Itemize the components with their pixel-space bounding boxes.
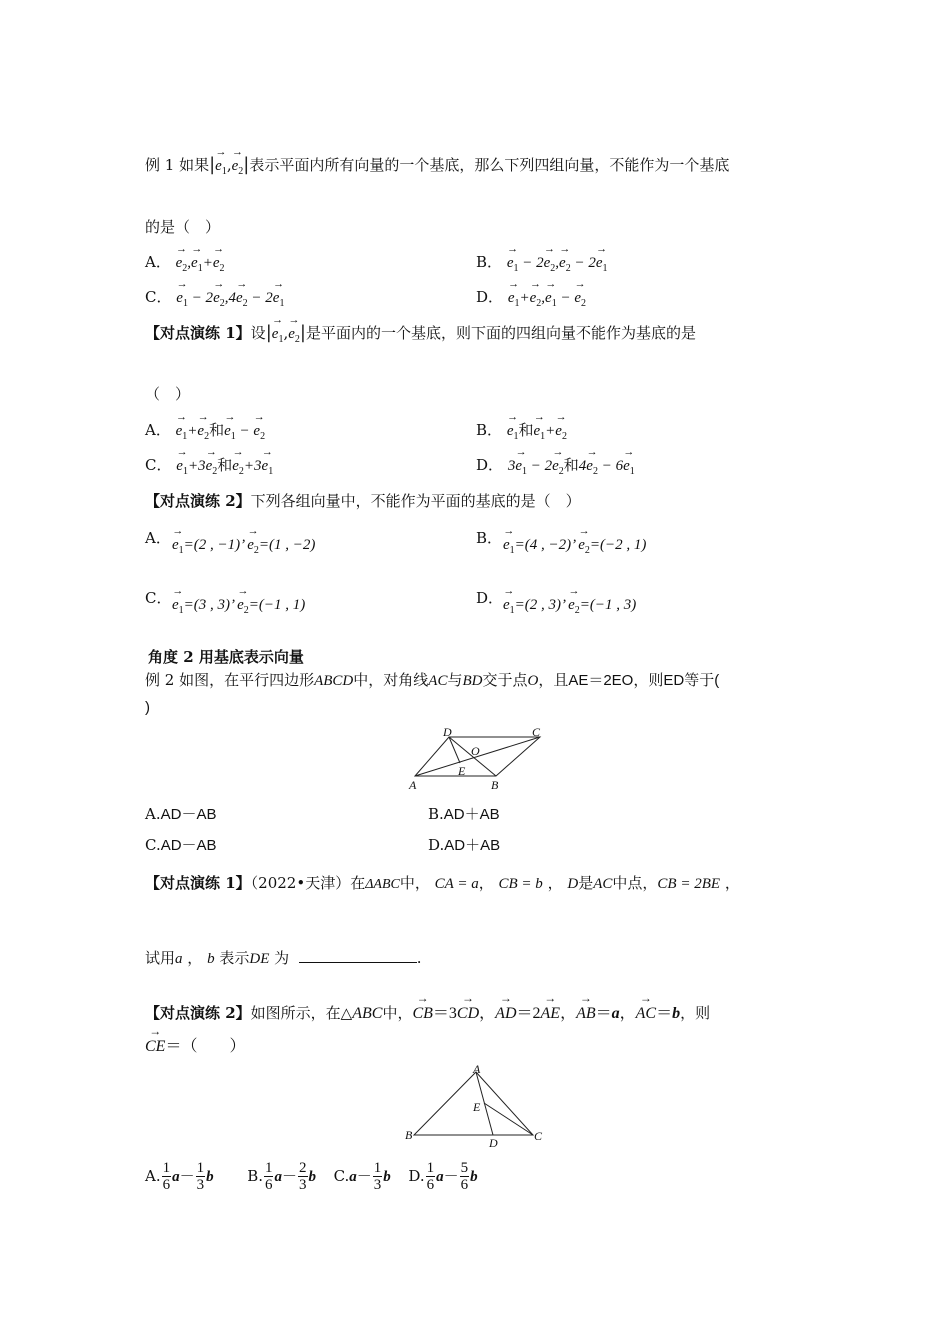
text: ，: [560, 1003, 577, 1022]
math: ABC: [352, 1005, 383, 1022]
frac-den: 6: [162, 1177, 171, 1193]
label-e: E: [458, 764, 466, 778]
vector-ab: → AB: [576, 1005, 596, 1023]
text: .: [416, 949, 422, 967]
option-label: B.: [428, 805, 444, 823]
option-label: B．: [476, 421, 503, 439]
vector-e2: → $e_2$: [232, 158, 244, 177]
option-expr: AD－AB: [160, 806, 217, 823]
vector-cd: → CD: [457, 1005, 479, 1023]
math: b: [308, 1168, 316, 1185]
example-1-line-2: 的是（ ）: [145, 218, 221, 236]
math: D: [567, 876, 579, 892]
drill-1-line-2: （ ）: [145, 385, 191, 403]
text: ＝: [595, 1005, 612, 1022]
text: ，: [478, 874, 494, 892]
example-2-line-2: ): [145, 699, 150, 716]
drill-4-tag: 【对点演练 2】: [145, 1004, 251, 1022]
text: ABCD: [314, 673, 354, 689]
text: 中，: [382, 1004, 413, 1022]
math: CA = a: [434, 876, 479, 892]
drill-4-options: [145, 1160, 478, 1193]
drill-2-option-a-label: A．: [145, 529, 171, 547]
frac-den: 3: [196, 1177, 205, 1193]
drill-4-option-b: [247, 1160, 316, 1193]
math: b: [207, 951, 215, 967]
drill-1-tag: 【对点演练 1】: [145, 324, 251, 342]
text: ，: [547, 874, 563, 892]
option-label: D．: [476, 456, 504, 474]
vector-e1: → $e_1$: [215, 158, 227, 177]
text: ，且AE＝2EO，则ED等于(: [538, 672, 720, 689]
frac-num: 1: [426, 1160, 435, 1176]
math: a: [274, 1168, 282, 1185]
label-a: A: [409, 778, 417, 792]
drill-2-option-c: → $e_1=(3$ , 3)’ → $e_2=(-1$ , 1): [172, 597, 305, 616]
example-2-option-d: [428, 834, 500, 855]
frac-num: 1: [162, 1160, 171, 1176]
drill-4-line-1: [145, 1000, 710, 1023]
math: b: [206, 1168, 214, 1185]
text: ＝（ ）: [165, 1036, 246, 1055]
example-1-prefix: 例 1 如果: [145, 156, 210, 174]
example-2-option-a: [145, 803, 216, 824]
drill-2-option-d: → $e_1=(2$ , 3)’ → $e_2=(-1$ , 3): [503, 597, 636, 616]
frac-den: 6: [426, 1177, 435, 1193]
text: 中，: [399, 874, 430, 892]
option-label: B.: [247, 1166, 263, 1185]
drill-1-option-a: A． → $e_1+\to e_2$和→ $e_1$ − → $e_2$: [145, 419, 265, 442]
frac-num: 1: [196, 1160, 205, 1176]
drill-2-option-b-label: B．: [476, 529, 503, 547]
math: －: [281, 1166, 297, 1185]
option-label: A．: [145, 421, 171, 439]
text: ，: [187, 949, 203, 967]
drill-3-tag: 【对点演练 1】: [145, 874, 251, 892]
text: ，则: [680, 1004, 711, 1022]
math: －: [356, 1166, 372, 1185]
drill-4-option-d: [408, 1160, 478, 1193]
option-label: C．: [145, 456, 172, 474]
example-2-option-c: [145, 834, 217, 855]
drill-2-text: 下列各组向量中，不能作为平面的基底的是（ ）: [250, 492, 581, 510]
math: AC: [593, 876, 613, 892]
text: ＝3: [432, 1005, 457, 1022]
example-1-text: 表示平面内所有向量的一个基底，那么下列四组向量，不能作为一个基底: [249, 156, 730, 174]
math: CB = b: [498, 876, 543, 892]
option-expr: AD＋AB: [444, 837, 501, 854]
text: 例 2 如图，在平行四边形: [145, 671, 315, 689]
text: ＝: [656, 1005, 673, 1022]
label-d: D: [489, 1136, 498, 1150]
example-1-option-a: A． → $e_2,\to e_1+\to e_2$: [145, 251, 225, 274]
example-1-option-c: C． → $e_1 - 2\to e_2,4\to e_2 - 2\to e_1$: [145, 286, 284, 309]
math: a: [175, 951, 183, 967]
option-label: C.: [333, 1166, 350, 1185]
label-d: D: [443, 725, 452, 739]
text: O: [527, 673, 539, 689]
drill-1-text: 是平面内的一个基底，则下面的四组向量不能作为基底的是: [305, 324, 696, 342]
frac-num: 2: [299, 1160, 307, 1176]
drill-2-line-1: [145, 490, 581, 511]
drill-2-option-d-label: D．: [476, 589, 504, 607]
answer-blank[interactable]: [299, 949, 417, 963]
option-label: C.: [145, 836, 161, 854]
vector-ac: → AC: [636, 1005, 656, 1023]
math: a: [436, 1168, 444, 1185]
text: AC: [428, 673, 448, 689]
drill-1-prefix: 设: [250, 324, 266, 342]
text: 试用: [145, 949, 176, 967]
text: ，: [724, 874, 740, 892]
drill-2-option-a: → $e_1=(2$ , −1)’ → $e_2=(1$ , −2): [172, 537, 315, 556]
option-label: A．: [145, 253, 171, 271]
vector-ce: → CE: [145, 1038, 165, 1056]
option-expr: AD－AB: [160, 837, 217, 854]
drill-3-line-2: [145, 947, 422, 968]
text: ，: [619, 1003, 636, 1022]
text: 是: [578, 874, 594, 892]
option-label: D.: [428, 836, 445, 854]
drill-1-option-c: C． → $e_1+3\to e_2$和→ $e_2+3\to e_1$: [145, 454, 273, 477]
text: 中，对角线: [353, 671, 429, 689]
math: a: [349, 1168, 357, 1185]
option-label: A.: [145, 805, 161, 823]
math: b: [383, 1168, 391, 1185]
text: 中点，: [612, 874, 658, 892]
drill-4-line-2: [145, 1033, 245, 1056]
example-2-option-b: [428, 803, 500, 824]
math: ΔABC: [365, 877, 400, 892]
label-c: C: [532, 725, 541, 739]
text: （2022•天津）在: [250, 874, 366, 892]
drill-1-option-b: B． → $e_1$和→ $e_1+\to e_2$: [476, 419, 567, 442]
drill-2-option-c-label: C．: [145, 589, 172, 607]
frac-num: 1: [264, 1160, 273, 1176]
label-o: O: [471, 744, 480, 758]
option-label: C．: [145, 288, 172, 306]
example-1-option-b: B． → $e_1 - 2\to e_2,\to e_2 - 2\to e_1$: [476, 251, 608, 274]
label-b: B: [405, 1128, 413, 1142]
vector-ad: → AD: [495, 1005, 516, 1023]
frac-den: 6: [460, 1177, 469, 1193]
section-heading: 角度 2 用基底表示向量: [148, 648, 304, 666]
drill-2-tag: 【对点演练 2】: [145, 492, 251, 510]
drill-3-line-1: [145, 872, 740, 893]
frac-den: 6: [264, 1177, 273, 1193]
option-label: A.: [145, 1166, 161, 1185]
text: 表示: [219, 949, 250, 967]
option-label: D.: [408, 1166, 425, 1185]
drill-1-line-1: 【对点演练 1】设|→ $e_1,\to e_2|$是平面内的一个基底，则下面的四组向量不能作为基底的是: [145, 322, 696, 345]
drill-4-option-a: [145, 1160, 214, 1193]
example-1-line-1: 例 1 如果|→ $e_1,\to e_2|$表示平面内所有向量的一个基底，那么下列四组向量，不能作为一个基底: [145, 154, 729, 177]
math: －: [179, 1166, 195, 1185]
text: 与: [447, 671, 463, 689]
label-c: C: [534, 1129, 543, 1143]
text: ＝2: [516, 1005, 541, 1022]
parallelogram-figure: [405, 725, 555, 795]
option-expr: AD＋AB: [443, 806, 500, 823]
math: DE: [249, 951, 270, 967]
frac-den: 3: [299, 1177, 307, 1193]
label-e: E: [473, 1100, 481, 1114]
drill-1-option-d: D． $3\to e_1 - 2\to e_2$和$4\to e_2 - 6\to e_1$: [476, 454, 635, 477]
math: CB = 2BE: [657, 876, 721, 892]
text: ，: [479, 1003, 496, 1022]
frac-den: 3: [373, 1177, 382, 1193]
text: BD: [462, 673, 483, 689]
math: a: [172, 1168, 180, 1185]
label-b: B: [491, 778, 499, 792]
triangle-figure: [400, 1062, 555, 1150]
option-label: D．: [476, 288, 504, 306]
math: b: [672, 1005, 681, 1022]
frac-num: 5: [460, 1160, 469, 1176]
text: 为: [274, 949, 290, 967]
drill-2-option-b: → $e_1=(4$ , −2)’ → $e_2=(-2$ , 1): [503, 537, 646, 556]
segment-de: [449, 737, 460, 763]
frac-num: 1: [373, 1160, 382, 1176]
label-a: A: [473, 1062, 481, 1076]
example-2-line-1: [145, 669, 719, 690]
math: b: [470, 1168, 478, 1185]
math: －: [443, 1166, 459, 1185]
text: 交于点: [482, 671, 528, 689]
vector-ae: → AE: [541, 1005, 561, 1023]
option-label: B．: [476, 253, 503, 271]
vector-cb: → CB: [412, 1005, 432, 1023]
text: 如图所示，在△: [250, 1004, 353, 1022]
drill-4-option-c: [333, 1160, 391, 1193]
math: a: [611, 1005, 620, 1022]
example-1-option-d: D． → $e_1+\to e_2,\to e_1$ − → $e_2$: [476, 286, 586, 309]
